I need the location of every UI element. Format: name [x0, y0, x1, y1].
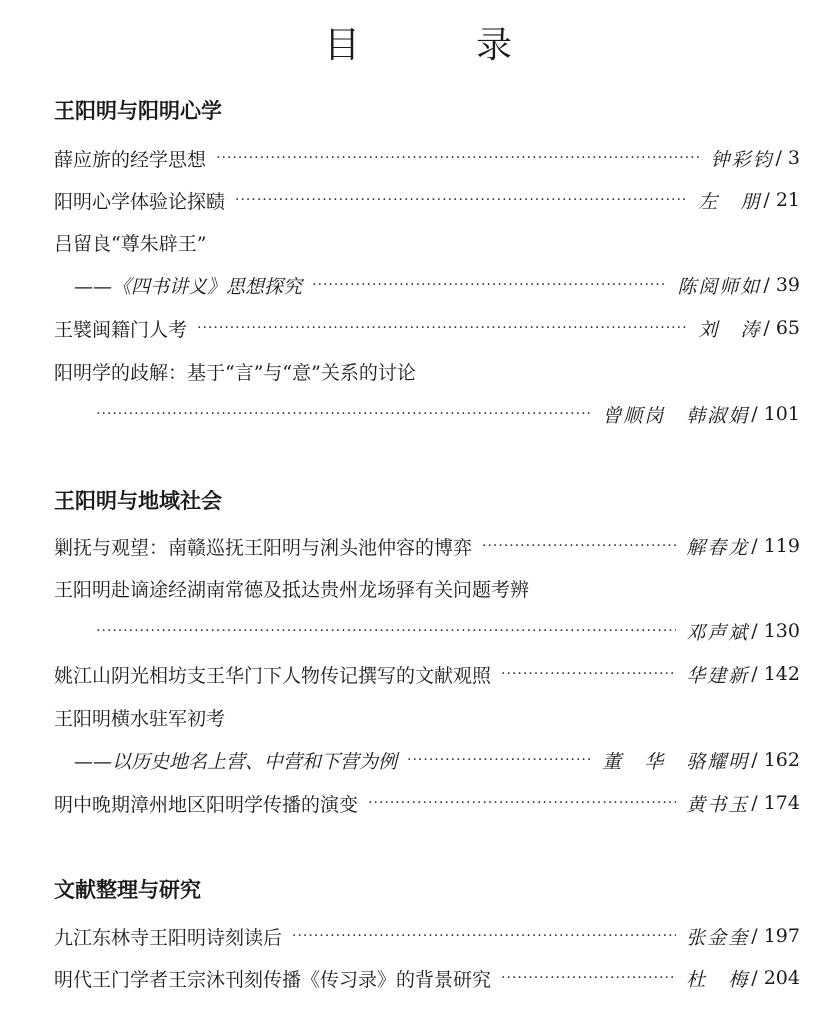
leader-dots — [216, 150, 700, 166]
entry-title: 吕留良“尊朱辟王” — [54, 232, 207, 255]
entry-title: 明代王门学者王宗沐刊刻传播《传习录》的背景研究 — [54, 968, 492, 991]
section-heading-2: 王阳明与地域社会 — [54, 489, 222, 513]
toc-entry[interactable] — [54, 313, 800, 343]
toc-entry[interactable] — [96, 399, 800, 429]
entry-title: 明中晚期漳州地区阳明学传播的演变 — [54, 793, 359, 816]
entry-author: 左 朋 — [698, 190, 762, 213]
entry-title: 薛应旂的经学思想 — [54, 148, 207, 171]
entry-author: 刘 涛 — [698, 318, 762, 341]
entry-title: 王阳明横水驻军初考 — [54, 707, 226, 730]
toc-entry-title-line[interactable] — [54, 573, 800, 603]
entry-page: / 119 — [751, 535, 800, 557]
entry-page: / 3 — [775, 147, 800, 169]
toc-entry[interactable] — [74, 745, 800, 775]
entry-author: 陈阅师如 — [677, 275, 762, 298]
toc-entry[interactable] — [54, 531, 800, 561]
entry-author: 曾顺岗 韩淑娟 — [602, 404, 750, 427]
entry-title: 王阳明赴谪途经湖南常德及抵达贵州龙场驿有关问题考辨 — [54, 578, 530, 601]
toc-entry[interactable] — [74, 270, 800, 300]
entry-title: 阳明学的歧解：基于“言”与“意”关系的讨论 — [54, 361, 416, 384]
entry-author: 钟彩钧 — [710, 148, 774, 171]
entry-author: 黄书玉 — [686, 793, 750, 816]
entry-page: / 142 — [751, 663, 800, 685]
section-heading-1: 王阳明与阳明心学 — [54, 99, 222, 123]
entry-author: 张金奎 — [686, 926, 750, 949]
leader-dots — [501, 970, 676, 986]
section-heading-3: 文献整理与研究 — [54, 878, 201, 902]
leader-dots — [96, 406, 592, 422]
entry-author: 邓声斌 — [686, 621, 750, 644]
entry-page: / 39 — [763, 274, 800, 296]
leader-dots — [312, 277, 667, 293]
toc-entry[interactable] — [54, 143, 800, 173]
entry-author: 华建新 — [686, 664, 750, 687]
toc-entry[interactable] — [54, 185, 800, 215]
entry-author: 解春龙 — [686, 536, 750, 559]
entry-page: / 101 — [751, 403, 800, 425]
entry-page: / 21 — [763, 189, 800, 211]
toc-entry[interactable] — [54, 788, 800, 818]
entry-title: 九江东林寺王阳明诗刻读后 — [54, 926, 283, 949]
leader-dots — [197, 320, 688, 336]
entry-title: 姚江山阴光相坊支王华门下人物传记撰写的文献观照 — [54, 664, 492, 687]
entry-subtitle: ——以历史地名上营、中营和下营为例 — [74, 750, 398, 773]
toc-entry-title-line[interactable] — [54, 356, 800, 386]
page-title: 目 录 — [323, 25, 552, 66]
toc-entry-title-line[interactable] — [54, 702, 800, 732]
entry-title: 剿抚与观望：南赣巡抚王阳明与浰头池仲容的博弈 — [54, 536, 473, 559]
leader-dots — [368, 795, 676, 811]
entry-author: 董 华 骆耀明 — [602, 750, 750, 773]
leader-dots — [501, 666, 676, 682]
toc-entry[interactable] — [54, 659, 800, 689]
entry-author: 杜 梅 — [686, 968, 750, 991]
entry-page: / 197 — [751, 925, 800, 947]
leader-dots — [292, 928, 676, 944]
leader-dots — [482, 538, 676, 554]
entry-page: / 174 — [751, 792, 800, 814]
entry-title: 王襞闽籍门人考 — [54, 318, 188, 341]
toc-entry[interactable] — [54, 921, 800, 951]
entry-page: / 130 — [751, 620, 800, 642]
entry-title: 阳明心学体验论探赜 — [54, 190, 226, 213]
leader-dots — [407, 752, 592, 768]
entry-page: / 204 — [751, 967, 800, 989]
leader-dots — [235, 192, 688, 208]
leader-dots — [96, 623, 676, 639]
toc-entry[interactable] — [54, 963, 800, 993]
entry-page: / 65 — [763, 317, 800, 339]
entry-page: / 162 — [751, 749, 800, 771]
toc-entry[interactable] — [96, 616, 800, 646]
entry-subtitle: ——《四书讲义》思想探究 — [74, 275, 303, 298]
toc-entry-title-line[interactable] — [54, 227, 800, 257]
